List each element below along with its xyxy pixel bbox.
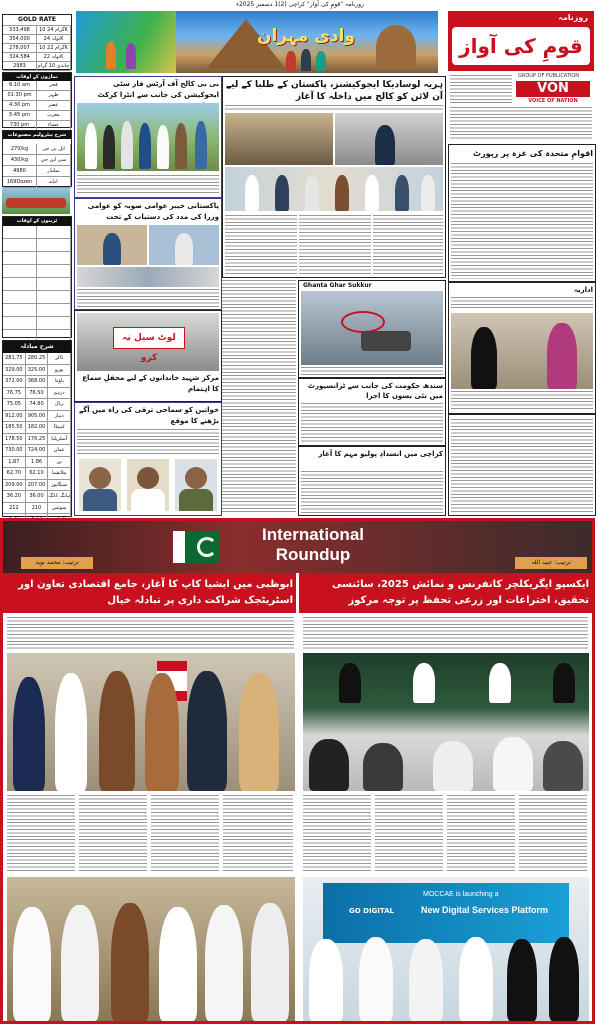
main-story — [222, 76, 446, 278]
trains-name — [37, 265, 71, 277]
trains-row — [3, 304, 71, 317]
gold-label: تولہ 24K — [37, 35, 71, 43]
currency-sell: 368.00 — [26, 376, 49, 387]
fuel-name: انڈے — [37, 177, 71, 187]
currency-name: دینار — [48, 411, 71, 422]
fuel-name: سی این جی — [37, 155, 71, 165]
currency-row — [3, 353, 71, 365]
currency-buy: 281.75 — [3, 353, 26, 364]
fuel-price: 430/kg — [3, 155, 37, 165]
right-international-headline: ایکسپو ایگریکلچر کانفرنس و نمائش 2025، سائنسی تحقیق، اختراعات اور زرعی تحفظ پر توجہ مرکوز — [331, 579, 589, 606]
train-times-box — [2, 216, 72, 338]
roundup-header — [3, 521, 592, 573]
currency-buy: 329.00 — [3, 365, 26, 376]
gold-label: 10 گرام 24K — [37, 26, 71, 34]
screen-line-1: MOCCAE is launching a — [423, 891, 499, 898]
logo-small-text: روزنامہ — [558, 13, 588, 22]
fuel-name: ایل پی جی — [37, 144, 71, 154]
fuel-row — [3, 155, 71, 166]
prayer-name: ظہر — [37, 91, 71, 100]
currency-name: ین — [48, 457, 71, 468]
currency-row — [3, 399, 71, 411]
col3-headline-4: خواتین کو سماجی ترقی کی راہ میں آگے بڑھنے کا موقع — [79, 406, 219, 425]
prayer-time: 5:45 pm — [3, 111, 37, 120]
currency-buy: 212 — [3, 503, 26, 514]
gold-label: تولہ 22K — [37, 53, 71, 61]
col3-headline-3: مرکز شہید خاندانوں کے لیے محفلِ سماع کا اہتمام — [82, 374, 219, 393]
currency-row — [3, 434, 71, 446]
gold-row — [3, 53, 71, 62]
digital-platform-photo — [303, 877, 589, 1021]
gold-rate-title: GOLD RATE — [3, 15, 71, 26]
train-title: ٹرینوں کے اوقات — [3, 217, 71, 226]
currency-row — [3, 468, 71, 480]
gold-label: چاندی 10 گرام — [37, 63, 70, 69]
main-headline: ہریہ لوسادیکا ایجوکیشنز، پاکستان کے طلبا کے لیے آن لائن کو کالج میں داخلہ کا آغاز — [225, 80, 443, 102]
currency-name: ریال — [48, 399, 71, 410]
prayer-row — [3, 101, 71, 111]
trains-row — [3, 265, 71, 278]
currency-sell: 62.10 — [26, 468, 49, 479]
currency-title: شرح مبادلہ — [3, 341, 71, 353]
trains-time — [3, 304, 37, 316]
trains-name — [37, 252, 71, 264]
currency-row — [3, 376, 71, 388]
currency-box — [2, 340, 72, 517]
masthead-date-line: روزنامہ "قومِ کی آواز" کراچی (2)1 دسمبر 2025ء — [236, 1, 364, 8]
col3-story-4 — [74, 402, 222, 516]
currency-buy: 36.20 — [3, 491, 26, 502]
col3-story-2 — [74, 198, 222, 310]
prayer-time: 6:10 am — [3, 81, 37, 90]
gold-price: 278,007 — [3, 44, 37, 52]
currency-row — [3, 422, 71, 434]
col3-story-3 — [74, 310, 222, 402]
fuel-name: سلنڈر — [37, 166, 71, 176]
col5-headline-3: سندھ حکومت کی جانب سے ٹرانسپورٹ میں نئی بسوں کا اجرا — [307, 382, 443, 400]
currency-name: پاؤنڈ — [48, 376, 71, 387]
editorial-box — [448, 144, 596, 282]
left-international-headline: ابوظبی میں ایشیا کاپ کا آغاز، جامع اقتصادی تعاون اور اسٹریٹجک شراکت داری پر تبادلہ خیال — [18, 579, 293, 606]
prayer-name: عصر — [37, 101, 71, 110]
trains-row — [3, 239, 71, 252]
trains-row — [3, 291, 71, 304]
international-section — [0, 518, 595, 1024]
col3-headline-1: بی بی کالج آف آرٹس فار سٹی ایجوکیشن کی جانب سے انٹرا کرکٹ — [97, 80, 219, 99]
col5-story-4 — [298, 446, 446, 516]
prayer-name: فجر — [37, 81, 71, 90]
protest-sign: لوٹ سیل نہ کرو — [113, 327, 185, 349]
banner-title: وادی مہران — [256, 26, 355, 46]
currency-row — [3, 445, 71, 457]
gold-row — [3, 62, 71, 71]
prayer-row — [3, 111, 71, 121]
prayer-time: 730 pm — [3, 121, 37, 130]
left-compiler-tag: ترتیب: محمد نوید — [21, 557, 93, 569]
currency-sell: 905.00 — [26, 411, 49, 422]
fuel-price: 4980 — [3, 166, 37, 176]
trains-time — [3, 291, 37, 303]
fuel-title: شرح پیٹرولیم مصنوعات — [3, 131, 71, 139]
currency-buy: 75.05 — [3, 399, 26, 410]
currency-buy: 185.50 — [3, 422, 26, 433]
currency-buy: 372.00 — [3, 376, 26, 387]
currency-row — [3, 480, 71, 492]
currency-name: درہم — [48, 388, 71, 399]
fuel-price-box — [2, 130, 72, 187]
dignitaries-group-photo — [7, 877, 295, 1021]
editorial-title: اقوامِ متحدہ کی غزہ پر رپورٹ — [473, 149, 593, 158]
von-sub: VOICE OF NATION — [528, 98, 578, 104]
currency-sell: 36.00 — [26, 491, 49, 502]
trains-time — [3, 226, 37, 238]
trains-name — [37, 278, 71, 290]
trains-name — [37, 226, 71, 238]
gold-price: 333,498 — [3, 26, 37, 34]
ghanta-ghar-story — [298, 280, 446, 378]
editorial-photo-story — [448, 282, 596, 414]
currency-sell: 176.25 — [26, 434, 49, 445]
protest-photo — [77, 313, 219, 371]
currency-sell: 280.25 — [26, 353, 49, 364]
currency-sell: 325.00 — [26, 365, 49, 376]
fuel-row — [3, 177, 71, 188]
conference-photo — [303, 653, 589, 791]
prayer-title: نمازوں کے اوقات — [3, 73, 71, 81]
go-digital-label: GO DIGITAL — [349, 907, 395, 915]
currency-row — [3, 491, 71, 503]
prayer-row — [3, 81, 71, 91]
train-photo — [2, 188, 70, 214]
banner-image — [76, 11, 438, 73]
editorial-title-2: اداریہ — [573, 286, 593, 294]
gold-rate-box — [2, 14, 72, 70]
currency-buy: 912.00 — [3, 411, 26, 422]
gold-row — [3, 44, 71, 53]
ghanta-caption: Ghanta Ghar Sukkur — [303, 282, 372, 289]
left-headline-bar — [3, 573, 296, 613]
prayer-times-box — [2, 72, 72, 128]
right-compiler-tag: ترتیب: عبید اللہ — [515, 557, 587, 569]
col3-headline-2: پاکستانی خیبر عوامی صوبہ کو عوامی وزرا کی مدد کی دستیاب کے تحت — [87, 202, 219, 221]
trains-time — [3, 265, 37, 277]
gold-row — [3, 26, 71, 35]
roundup-title-1: International — [261, 525, 364, 544]
trains-time — [3, 317, 37, 329]
gold-price: 2983 — [3, 62, 37, 70]
right-headline-bar — [299, 573, 592, 613]
fuel-price: 270/kg — [3, 144, 37, 154]
currency-buy: 730.00 — [3, 445, 26, 456]
col5-story-3 — [298, 378, 446, 446]
abu-dhabi-meeting-photo — [7, 653, 295, 791]
currency-sell: 76.50 — [26, 388, 49, 399]
prayer-name: مغرب — [37, 111, 71, 120]
von-logo: VON — [516, 81, 590, 97]
currency-sell: 1.86 — [26, 457, 49, 468]
prayer-time: 01:30 pm — [3, 91, 37, 100]
currency-name: ڈالر — [48, 353, 71, 364]
trains-name — [37, 317, 71, 329]
roundup-title-2: Roundup — [275, 545, 351, 564]
logo-main: قومِ کی آواز — [452, 27, 590, 65]
currency-sell: 724.00 — [26, 445, 49, 456]
col5-headline-4: کراچی میں انسدادِ پولیو مہم کا آغاز — [318, 450, 443, 458]
prayer-time: 4:30 pm — [3, 101, 37, 110]
currency-sell: 207.00 — [26, 480, 49, 491]
currency-sell: 210 — [26, 503, 49, 514]
trains-name — [37, 304, 71, 316]
col3-story-1 — [74, 76, 222, 198]
trains-row — [3, 317, 71, 330]
trains-name — [37, 291, 71, 303]
currency-row — [3, 388, 71, 400]
currency-name: یورو — [48, 365, 71, 376]
currency-buy: 1.87 — [3, 457, 26, 468]
gold-row — [3, 35, 71, 44]
currency-name: ملائشیا — [48, 468, 71, 479]
currency-name: سنگاپور — [48, 480, 71, 491]
trains-row — [3, 226, 71, 239]
screen-line-2: New Digital Services Platform — [421, 905, 549, 915]
fuel-row — [3, 166, 71, 177]
logo-block — [448, 11, 594, 141]
currency-buy: 178.50 — [3, 434, 26, 445]
trains-row — [3, 252, 71, 265]
fuel-row — [3, 144, 71, 155]
currency-sell: 182.00 — [26, 422, 49, 433]
ghanta-ghar-photo — [301, 282, 443, 365]
currency-name: آسٹریلیا — [48, 434, 71, 445]
prayer-name: عشاء — [37, 121, 71, 130]
currency-row — [3, 365, 71, 377]
fuel-price: 169Dozen — [3, 177, 37, 187]
gold-price: 354,000 — [3, 35, 37, 43]
currency-name: سوئس — [48, 503, 71, 514]
currency-name: کینیڈا — [48, 422, 71, 433]
right-lower-story — [448, 414, 596, 516]
currency-row — [3, 503, 71, 515]
gold-label: 10 گرام 22K — [37, 44, 71, 52]
prayer-row — [3, 91, 71, 101]
trains-row — [3, 278, 71, 291]
currency-buy: 62.70 — [3, 468, 26, 479]
currency-row — [3, 411, 71, 423]
trains-time — [3, 252, 37, 264]
group-line: GROUP OF PUBLICATION — [518, 73, 580, 79]
trains-time — [3, 239, 37, 251]
currency-name: ہانگ کانگ — [48, 491, 71, 502]
currency-name: عمان — [48, 445, 71, 456]
currency-sell: 74.80 — [26, 399, 49, 410]
trains-time — [3, 278, 37, 290]
currency-buy: 76.75 — [3, 388, 26, 399]
currency-buy: 209.00 — [3, 480, 26, 491]
currency-row — [3, 457, 71, 469]
gold-price: 324,584 — [3, 53, 37, 61]
trains-name — [37, 239, 71, 251]
